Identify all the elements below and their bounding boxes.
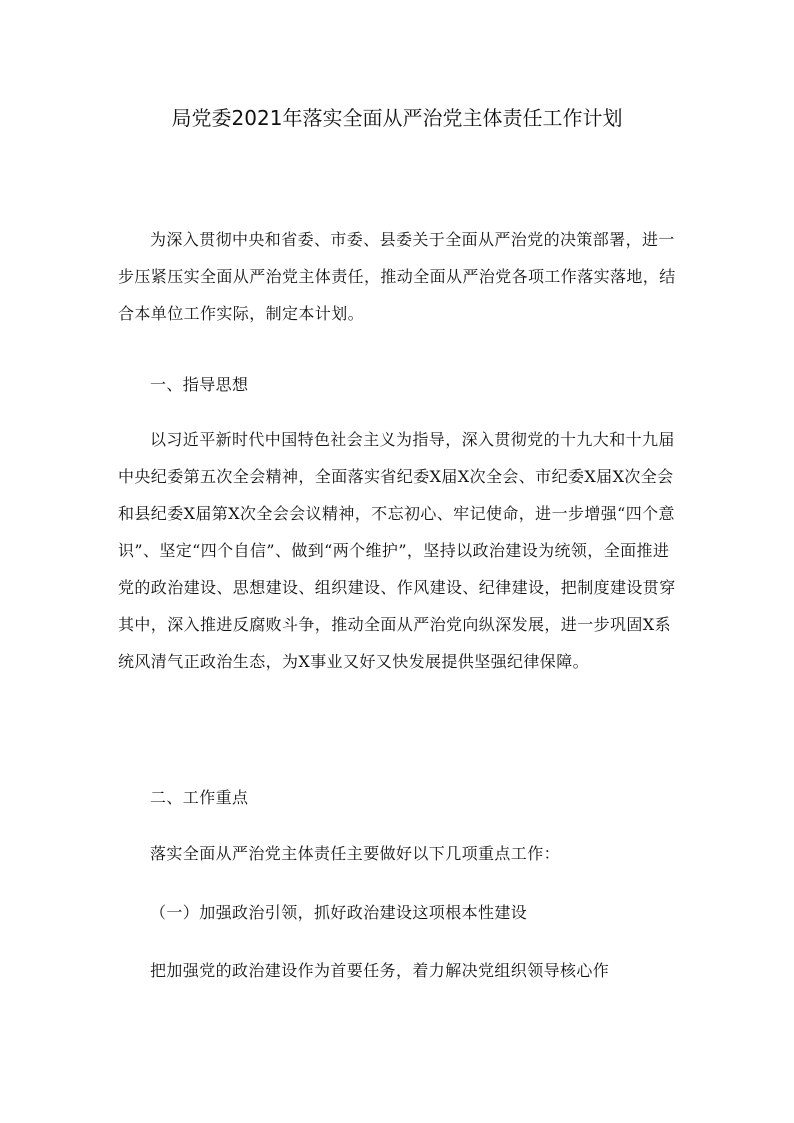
intro-paragraph: 为深入贯彻中央和省委、市委、县委关于全面从严治党的决策部署，进一步压紧压实全面从严治党主体责任，推动全面从严治党各项工作落实落地，结合本单位工作实际，制定本计划。 xyxy=(118,230,676,323)
section-heading-guiding-thought: 一、指导思想 xyxy=(150,375,249,394)
document-title: 局党委2021年落实全面从严治党主体责任工作计划 xyxy=(171,106,623,130)
subsection-heading-political-guidance: （一）加强政治引领，抓好政治建设这项根本性建设 xyxy=(150,903,528,922)
work-focus-intro-paragraph: 落实全面从严治党主体责任主要做好以下几项重点工作： xyxy=(150,844,561,863)
guiding-thought-paragraph: 以习近平新时代中国特色社会主义为指导，深入贯彻党的十九大和十九届中央纪委第五次全会精神，全面落实省纪委X届X次全会、市纪委X届X次全会和县纪委X届第X次全会会议精神，不忘初心、牢记使命，进一步增强“四个意识”、坚定“四个自信”、做到“两个维护”，坚持以政治建设为统领，全面推进党的政治建设、思想建设、组织建设、作风建设、纪律建设，把制度建设贯穿其中，深入推进反腐败斗争，推动全面从严治党向纵深发展，进一步巩固X系统风清气正政治生态，为X事业又好又快发展提供坚强纪律保障。 xyxy=(118,430,676,671)
political-construction-paragraph: 把加强党的政治建设作为首要任务，着力解决党组织领导核心作 xyxy=(150,961,610,980)
section-heading-work-focus: 二、工作重点 xyxy=(150,788,249,807)
